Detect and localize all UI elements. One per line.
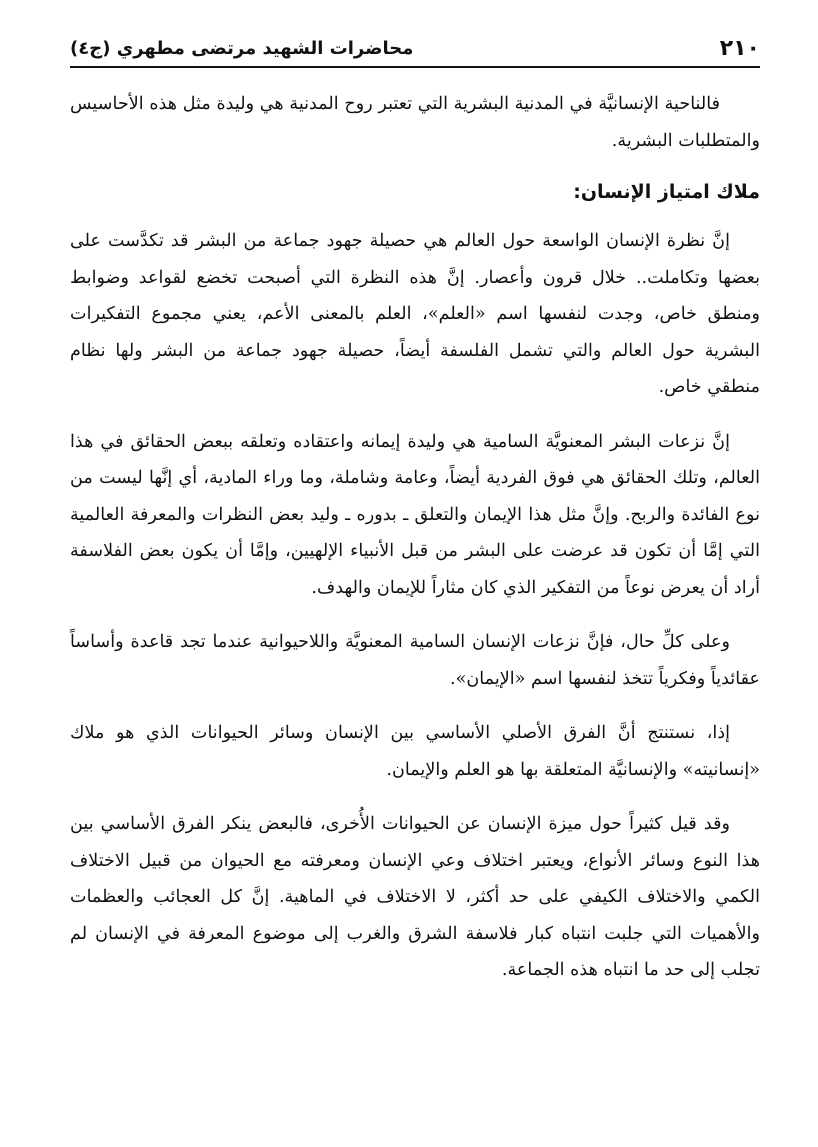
intro-paragraph: فالناحية الإنسانيَّة في المدنية البشرية التي تعتبر روح المدنية هي وليدة مثل هذه الأحاسيس والمتطلبات البشرية. [70, 94, 760, 151]
paragraph-4: إذا، نستنتج أنَّ الفرق الأصلي الأساسي بين الإنسان وسائر الحيوانات الذي هو ملاك «إنسانيته» والإنسانيَّة المتعلقة بها هو العلم والإيمان. [70, 723, 760, 780]
page-header [70, 28, 760, 68]
book-page [70, 28, 760, 1007]
running-title: محاضرات الشهيد مرتضى مطهري (ج٤) [70, 38, 414, 59]
section-heading: ملاك امتياز الإنسان: [573, 181, 760, 203]
paragraph-2: إنَّ نزعات البشر المعنويَّة السامية هي وليدة إيمانه واعتقاده وتعلقه ببعض الحقائق في هذا العالم، وتلك الحقائق هي فوق الفردية أيضاً، وعامة وشاملة، وما وراء المادية، أي إنَّها ليست من نوع الفائدة والربح. وإنَّ مثل هذا الإيمان والتعلق ـ بدوره ـ وليد بعض النظرات والمعرفة العالمية التي إمَّا أن تكون قد عرضت على البشر من قبل الأنبياء الإلهيين، وإمَّا أن يكون بعض الفلاسفة أراد أن يعرض نوعاً من التفكير الذي كان مثاراً للإيمان والهدف. [70, 431, 760, 598]
page-body [70, 86, 760, 989]
page-number: ٢١٠ [719, 36, 760, 61]
paragraph-5: وقد قيل كثيراً حول ميزة الإنسان عن الحيوانات الأُخرى، فالبعض ينكر الفرق الأساسي بين هذا النوع وسائر الأنواع، ويعتبر اختلاف وعي الإنسان ومعرفته مع الحيوان من قبيل الاختلاف الكمي والاختلاف الكيفي على حد أكثر، لا الاختلاف في الماهية. إنَّ كل العجائب والعظمات والأهميات التي جلبت انتباه كبار فلاسفة الشرق والغرب إلى موضوع المعرفة في الإنسان لم تجلب إلى حد ما انتباه هذه الجماعة. [70, 814, 760, 980]
paragraph-3: وعلى كلِّ حال، فإنَّ نزعات الإنسان السامية المعنويَّة واللاحيوانية عندما تجد قاعدة وأساساً عقائدياً وفكرياً تتخذ لنفسها اسم «الإيمان». [70, 632, 760, 689]
paragraph-1: إنَّ نظرة الإنسان الواسعة حول العالم هي حصيلة جهود جماعة من البشر قد تكدَّست على بعضها وتكاملت.. خلال قرون وأعصار. إنَّ هذه النظرة التي أصبحت تخضع لقواعد وضوابط ومنطق خاص، وجدت لنفسها اسم «العلم»، العلم بالمعنى الأعم، يعني مجموع التفكيرات البشرية حول العالم والتي تشمل الفلسفة أيضاً، حصيلة جهود جماعة من البشر ولها نظام منطقي خاص. [70, 231, 760, 397]
